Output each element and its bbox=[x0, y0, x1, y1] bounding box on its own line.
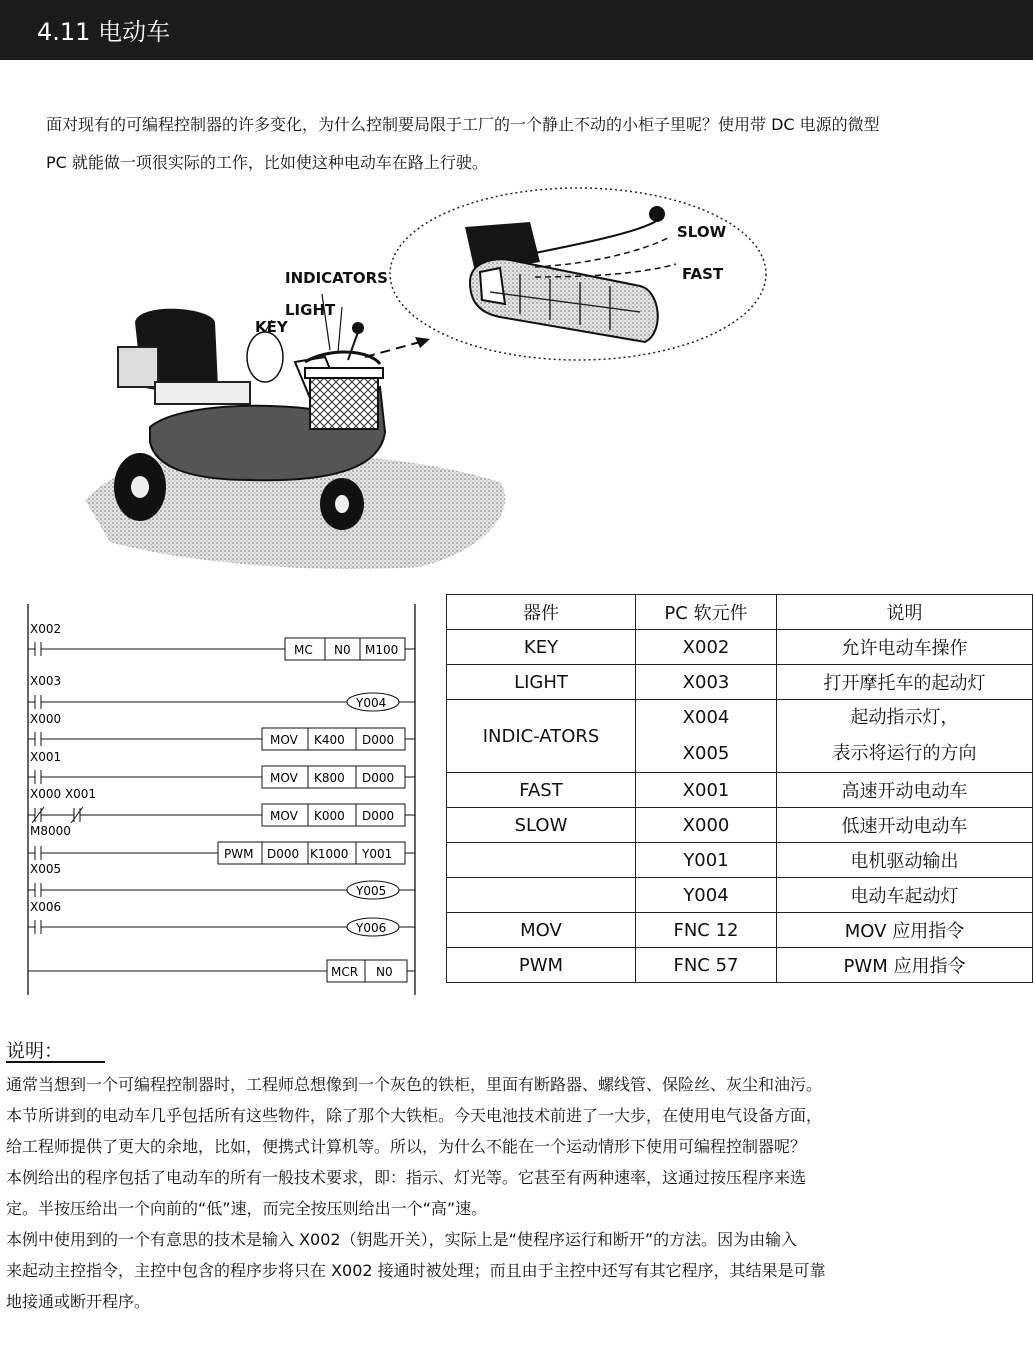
instr-k800: K800 bbox=[314, 771, 345, 785]
table-cell: FAST bbox=[447, 773, 636, 808]
instr-k000: K000 bbox=[314, 809, 345, 823]
coil-y005: Y005 bbox=[356, 884, 387, 898]
body-line: 给工程师提供了更大的余地，比如，便携式计算机等。所以，为什么不能在一个运动情形下使用可编程控制器呢？ bbox=[6, 1137, 807, 1156]
table-cell: 电动车起动灯 bbox=[777, 878, 1033, 913]
instr-n0: N0 bbox=[376, 965, 393, 979]
instr-k400: K400 bbox=[314, 733, 345, 747]
device-table bbox=[446, 594, 1033, 983]
contact-x000-x001: X000 X001 bbox=[30, 787, 97, 801]
instr-y001: Y001 bbox=[362, 847, 393, 861]
coil-y004: Y004 bbox=[356, 696, 387, 710]
table-cell: MOV 应用指令 bbox=[777, 913, 1033, 948]
table-cell: 电机驱动输出 bbox=[777, 843, 1033, 878]
body-line: 本节所讲到的电动车几乎包括所有这些物件，除了那个大铁柜。今天电池技术前进了一大步，在使用电气设备方面， bbox=[6, 1106, 823, 1125]
body-line: 定。半按压给出一个向前的“低”速，而完全按压则给出一个“高”速。 bbox=[6, 1199, 488, 1218]
instr-d000: D000 bbox=[267, 847, 300, 861]
contact-x003: X003 bbox=[30, 674, 62, 688]
table-cell-line: 起动指示灯， bbox=[850, 707, 959, 728]
label-key: KEY bbox=[255, 318, 288, 336]
table-cell bbox=[777, 700, 1033, 773]
table-row bbox=[447, 700, 1033, 773]
table-cell-line: X004 bbox=[682, 707, 730, 728]
label-light: LIGHT bbox=[285, 301, 336, 319]
instr-mov: MOV bbox=[270, 809, 298, 823]
section-header bbox=[0, 0, 1033, 60]
instr-mov: MOV bbox=[270, 733, 298, 747]
table-cell: PWM 应用指令 bbox=[777, 948, 1033, 983]
coil-y006: Y006 bbox=[356, 921, 387, 935]
table-cell: FNC 57 bbox=[636, 948, 777, 983]
table-cell-line: 表示将运行的方向 bbox=[832, 743, 977, 764]
table-cell: X003 bbox=[636, 665, 777, 700]
body-line: 地接通或断开程序。 bbox=[6, 1292, 151, 1311]
instr-d000: D000 bbox=[362, 771, 395, 785]
table-row bbox=[447, 948, 1033, 983]
table-row bbox=[447, 808, 1033, 843]
contact-x006: X006 bbox=[30, 900, 62, 914]
table-cell: 打开摩托车的起动灯 bbox=[777, 665, 1033, 700]
scooter-illustration bbox=[80, 182, 780, 577]
table-cell: X001 bbox=[636, 773, 777, 808]
section-title: 4.11 电动车 bbox=[37, 18, 171, 46]
table-row bbox=[447, 773, 1033, 808]
table-cell: Y001 bbox=[636, 843, 777, 878]
intro-line: PC 就能做一项很实际的工作，比如使这种电动车在路上行驶。 bbox=[46, 153, 488, 172]
label-indicators: INDICATORS bbox=[285, 269, 388, 287]
contact-x000: X000 bbox=[30, 712, 62, 726]
table-row bbox=[447, 630, 1033, 665]
table-header: PC 软元件 bbox=[636, 595, 777, 630]
instr-k1000: K1000 bbox=[310, 847, 349, 861]
basket bbox=[310, 374, 378, 429]
intro-line: 面对现有的可编程控制器的许多变化，为什么控制要局限于工厂的一个静止不动的小柜子里呢？使用带 DC 电源的微型 bbox=[46, 115, 880, 134]
table-cell: X002 bbox=[636, 630, 777, 665]
explanation-underline bbox=[6, 1061, 105, 1063]
explanation-body bbox=[6, 1069, 1033, 1317]
instr-d000: D000 bbox=[362, 809, 395, 823]
label-fast: FAST bbox=[682, 265, 724, 283]
table-row bbox=[447, 878, 1033, 913]
ladder-diagram bbox=[22, 600, 422, 995]
body-line: 通常当想到一个可编程控制器时，工程师总想像到一个灰色的铁柜，里面有断路器、螺线管、保险丝、灰尘和油污。 bbox=[6, 1075, 823, 1094]
callout-arrow bbox=[365, 342, 420, 357]
body-line: 本例给出的程序包括了电动车的所有一般技术要求，即：指示、灯光等。它甚至有两种速率，这通过按压程序来选 bbox=[6, 1168, 807, 1187]
instr-mcr: MCR bbox=[331, 965, 359, 979]
table-row bbox=[447, 913, 1033, 948]
table-cell bbox=[447, 843, 636, 878]
contact-x002: X002 bbox=[30, 622, 62, 636]
table-header: 说明 bbox=[777, 595, 1033, 630]
table-cell-line: X005 bbox=[682, 743, 730, 764]
contact-m8000: M8000 bbox=[30, 824, 71, 838]
instr-mov: MOV bbox=[270, 771, 298, 785]
intro-paragraph bbox=[46, 106, 1031, 182]
table-cell: FNC 12 bbox=[636, 913, 777, 948]
body-line: 本例中使用到的一个有意思的技术是输入 X002（钥匙开关），实际上是“使程序运行和断开”的方法。因为由输入 bbox=[6, 1230, 798, 1249]
explanation-title: 说明： bbox=[6, 1040, 64, 1062]
instr-m100: M100 bbox=[365, 643, 399, 657]
table-cell: Y004 bbox=[636, 878, 777, 913]
instr-n0: N0 bbox=[334, 643, 351, 657]
key-callout bbox=[247, 332, 283, 382]
contact-x005: X005 bbox=[30, 862, 62, 876]
table-cell bbox=[636, 700, 777, 773]
table-cell: INDIC-ATORS bbox=[447, 700, 636, 773]
table-cell: 允许电动车操作 bbox=[777, 630, 1033, 665]
instr-d000: D000 bbox=[362, 733, 395, 747]
table-cell: 低速开动电动车 bbox=[777, 808, 1033, 843]
table-row bbox=[447, 665, 1033, 700]
contact-x001: X001 bbox=[30, 750, 62, 764]
instr-pwm: PWM bbox=[224, 847, 254, 861]
table-cell: KEY bbox=[447, 630, 636, 665]
table-header: 器件 bbox=[447, 595, 636, 630]
table-cell: SLOW bbox=[447, 808, 636, 843]
instr-mc: MC bbox=[294, 643, 313, 657]
table-cell: MOV bbox=[447, 913, 636, 948]
table-row bbox=[447, 843, 1033, 878]
table-cell: LIGHT bbox=[447, 665, 636, 700]
table-cell: 高速开动电动车 bbox=[777, 773, 1033, 808]
body-line: 来起动主控指令，主控中包含的程序步将只在 X002 接通时被处理；而且由于主控中还写有其它程序，其结果是可靠 bbox=[6, 1261, 826, 1280]
table-cell: PWM bbox=[447, 948, 636, 983]
label-slow: SLOW bbox=[677, 223, 727, 241]
table-cell bbox=[447, 878, 636, 913]
table-cell: X000 bbox=[636, 808, 777, 843]
table-header-row bbox=[447, 595, 1033, 630]
